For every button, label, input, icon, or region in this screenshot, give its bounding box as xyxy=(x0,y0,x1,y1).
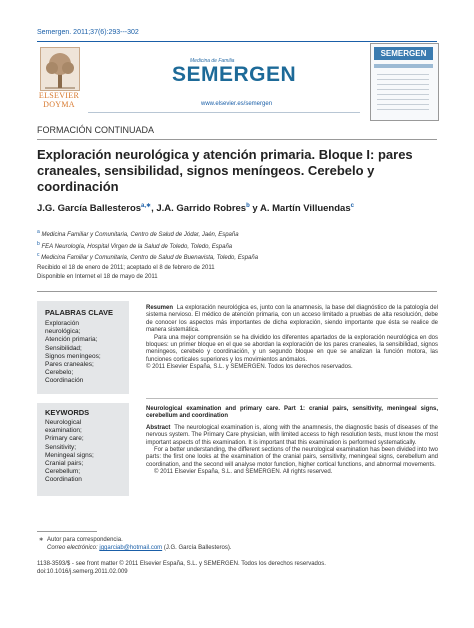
author-sup[interactable]: c xyxy=(350,203,354,209)
received-date: Recibido el 18 de enero de 2011; aceptado el 8 de febrero de 2011 xyxy=(37,265,215,271)
journal-name: SEMERGEN xyxy=(172,63,297,86)
copyright-block xyxy=(37,560,437,576)
journal-url[interactable]: www.elsevier.es/semergen xyxy=(201,101,273,107)
affiliation: $^b$ FEA Neurología, Hospital Virgen de la Salud de Toledo, Toledo, España xyxy=(37,240,233,250)
copyright-line: 1138-3593/$ - see front matter © 2011 Elsevier España, S.L. y SEMERGEN. Todos los derechos reservados. xyxy=(37,561,326,567)
dates-rule xyxy=(37,291,437,292)
journal-cover-thumbnail xyxy=(370,43,439,121)
resumen: Resumen La exploración neurológica es, junto con la anamnesis, la base del diagnóstico de la patología del sistema nervioso. El médico de atención primaria, con un acceso limitado a pruebas de alta resolución, debe de conocer los aspectos más importantes de dicha exploración, siendo importante que ésta se realice de manera sistemática. Para una mejor comprensión se ha dividido los diferentes apartados de la exploración neurológica en dos bloques: un primer bloque en el que se abordan la exploración de los pares craneales, la sensibilidad, signos meníngeos, cerebelo y coordinación, y un segundo bloque en que se analizan la función motora, las funciones corticales superiores y los movimientos anómalos. © 2011 Elsevier España, S.L. y SEMERGEN. Todos los derechos reservados. xyxy=(146,305,438,371)
article-title: Exploración neurológica y atención primaria. Bloque I: pares craneales, sensibilidad, signos meníngeos. Cerebelo y coordinación xyxy=(37,147,413,194)
section-rule xyxy=(37,139,437,140)
author-list: J.G. García Ballesteros$^{a,∗}$, J.A. Garrido Robres$^b$ y A. Martín Villuendas$^c$ xyxy=(37,203,354,215)
doi[interactable]: doi:10.1016/j.semerg.2011.02.009 xyxy=(37,569,128,575)
elsevier-tree-logo xyxy=(40,47,80,91)
affiliation: $^c$ Medicina Familiar y Comunitaria, Centro de Salud de Buenavista, Toledo, España xyxy=(37,252,259,261)
keywords-list-es: Exploración neurológica; Atención primaria; Sensibilidad; Signos meníngeos; Pares craneales; Cerebelo; Coordinación xyxy=(45,320,101,385)
online-date: Disponible en Internet el 18 de mayo de 2011 xyxy=(37,274,158,280)
article-dates xyxy=(37,264,437,282)
elsevier-doyma-logo: ELSEVIER DOYMA xyxy=(38,91,80,109)
english-title: Neurological examination and primary care. Part 1: cranial pairs, sensitivity, meningeal signs, cerebellum and coordination xyxy=(146,406,438,420)
author-sup[interactable]: b xyxy=(246,203,250,209)
footnote: ∗ Autor para correspondencia. Correo electrónico: jggarciab@hotmail.com (J.G. García Ballesteros). xyxy=(38,537,232,551)
keywords-heading-es: PALABRAS CLAVE xyxy=(45,308,114,317)
abstract-divider xyxy=(146,398,438,399)
tree-icon xyxy=(41,48,79,90)
keywords-box-en xyxy=(37,403,129,496)
running-head: Semergen. 2011;37(6):293---302 xyxy=(37,29,139,36)
header-divider xyxy=(88,112,360,113)
author-name: A. Martín Villuendas xyxy=(259,203,351,215)
keywords-heading-en: KEYWORDS xyxy=(45,408,90,417)
header-rule xyxy=(37,41,437,42)
author-sup[interactable]: a,∗ xyxy=(141,203,152,209)
english-abstract: Neurological examination and primary care. Part 1: cranial pairs, sensitivity, meningeal signs, cerebellum and coordination Abstract The neurological examination is, along with the anamnesis, the diagnostic basis of diseases of the nervous system. The Primary Care physician, with limited access to high resolution tests, must know the most important aspects of this examination. It is important that this examination is performed systematically. For a better understanding, the different sections of the neurological examination has been divided into two parts: the first one looks at the examination of the cranial pairs, sensitivity, meningeal signs, cerebellum and coordination, and the second will analyse motor function, higher cortical functions, and abnormal movements. © 2011 Elsevier España, S.L. and SEMERGEN. All rights reserved. xyxy=(146,406,438,476)
cover-bar xyxy=(374,64,433,68)
abstract-label: Abstract xyxy=(146,424,171,431)
english-copyright: © 2011 Elsevier España, S.L. and SEMERGEN. All rights reserved. xyxy=(154,469,333,476)
resumen-copyright: © 2011 Elsevier España, S.L. y SEMERGEN. Todos los derechos reservados. xyxy=(146,364,353,371)
footnote-rule xyxy=(37,531,97,532)
resumen-label: Resumen xyxy=(146,305,174,311)
affiliations xyxy=(37,228,437,263)
cover-logo: SEMERGEN xyxy=(374,47,433,60)
affiliation: $^a$ Medicina Familiar y Comunitaria, Centro de Salud de Jódar, Jaén, España xyxy=(37,229,239,238)
section-label: FORMACIÓN CONTINUADA xyxy=(37,125,154,135)
keywords-box-es xyxy=(37,301,129,394)
email-link[interactable]: jggarciab@hotmail.com xyxy=(99,545,163,551)
journal-subtitle: Medicina de Familia xyxy=(190,58,235,64)
corresponding-author: Autor para correspondencia. xyxy=(47,537,123,543)
author-name: J.A. Garrido Robres xyxy=(156,203,247,215)
author-name: J.G. García Ballesteros xyxy=(37,203,142,215)
keywords-list-en: Neurological examination; Primary care; Sensitivity; Meningeal signs; Cranial pairs; Cerebellum; Coordination xyxy=(45,419,94,484)
